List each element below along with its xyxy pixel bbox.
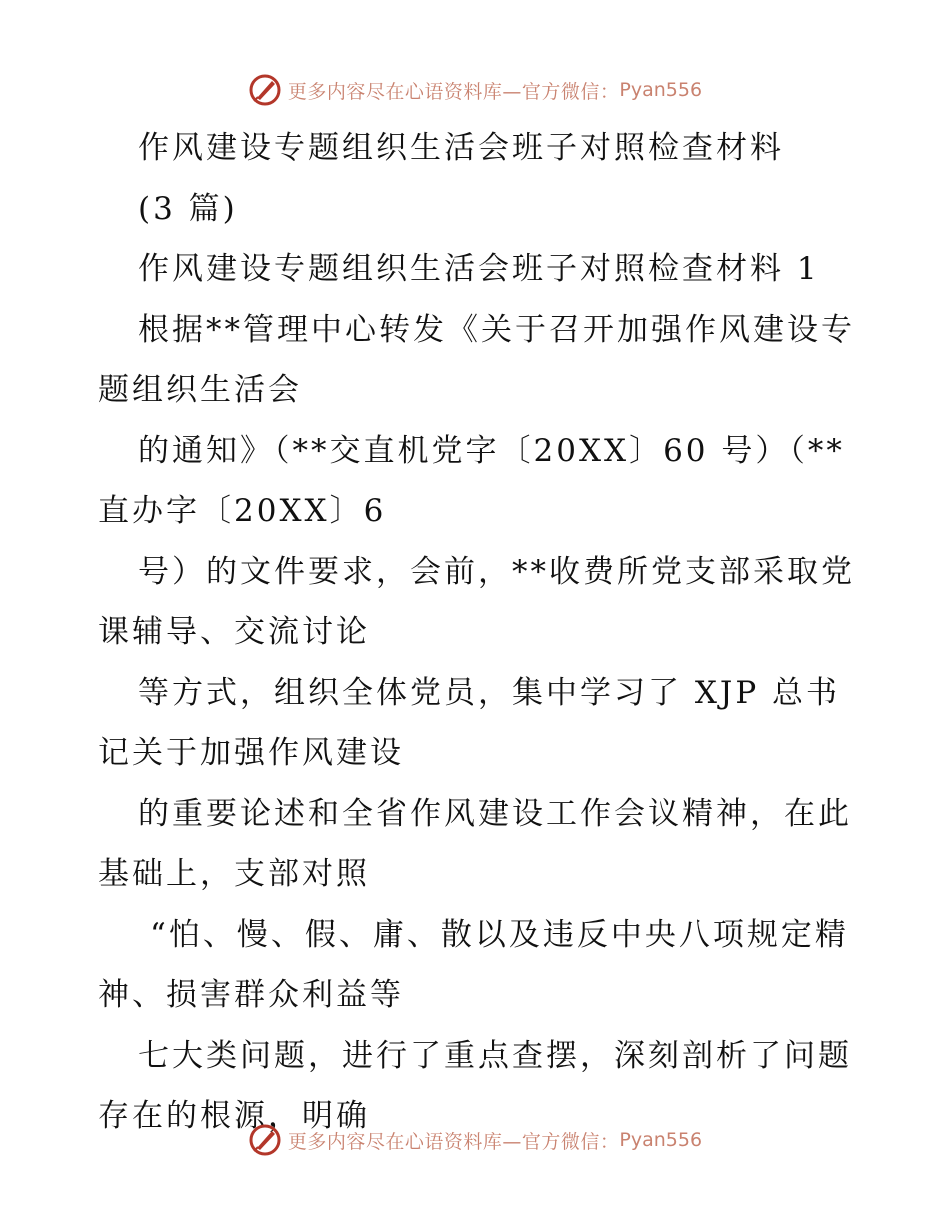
watermark-text: 更多内容尽在心语资料库—官方微信： bbox=[287, 1130, 620, 1153]
text-line: 根据**管理中心转发《关于召开加强作风建设专 bbox=[138, 311, 855, 348]
text-line: 记关于加强作风建设 bbox=[98, 735, 404, 771]
doc-title: 作风建设专题组织生活会班子对照检查材料 bbox=[138, 130, 784, 166]
watermark-wechat-id: Pyan556 bbox=[619, 79, 703, 101]
doc-title-count: (3 篇) bbox=[138, 190, 238, 227]
footer-watermark bbox=[0, 1120, 950, 1160]
quill-seal-icon bbox=[248, 1123, 282, 1157]
watermark-wechat-id: Pyan556 bbox=[619, 1129, 703, 1151]
text-line: 号）的文件要求，会前，**收费所党支部采取党 bbox=[138, 553, 855, 590]
text-line: 基础上，支部对照 bbox=[98, 856, 370, 892]
text-line: 存在的根源，明确 bbox=[98, 1098, 370, 1134]
watermark-text: 更多内容尽在心语资料库—官方微信： bbox=[287, 80, 620, 103]
quill-seal-icon bbox=[248, 73, 282, 107]
text-line: 课辅导、交流讨论 bbox=[98, 614, 370, 650]
text-line: “怕、慢、假、庸、散以及违反中央八项规定精 bbox=[150, 916, 849, 953]
text-line: 的通知》（**交直机党字〔20XX〕60 号）（** bbox=[138, 432, 845, 469]
text-line: 七大类问题，进行了重点查摆，深刻剖析了问题 bbox=[138, 1037, 852, 1074]
section-heading: 作风建设专题组织生活会班子对照检查材料 1 bbox=[138, 251, 820, 287]
text-line: 直办字〔20XX〕6 bbox=[98, 493, 387, 529]
document-body bbox=[98, 118, 858, 1147]
header-watermark bbox=[0, 70, 950, 110]
text-line: 等方式，组织全体党员，集中学习了 XJP 总书 bbox=[138, 674, 841, 711]
text-line: 题组织生活会 bbox=[98, 372, 302, 408]
text-line: 神、损害群众利益等 bbox=[98, 977, 404, 1013]
text-line: 的重要论述和全省作风建设工作会议精神，在此 bbox=[138, 795, 852, 832]
